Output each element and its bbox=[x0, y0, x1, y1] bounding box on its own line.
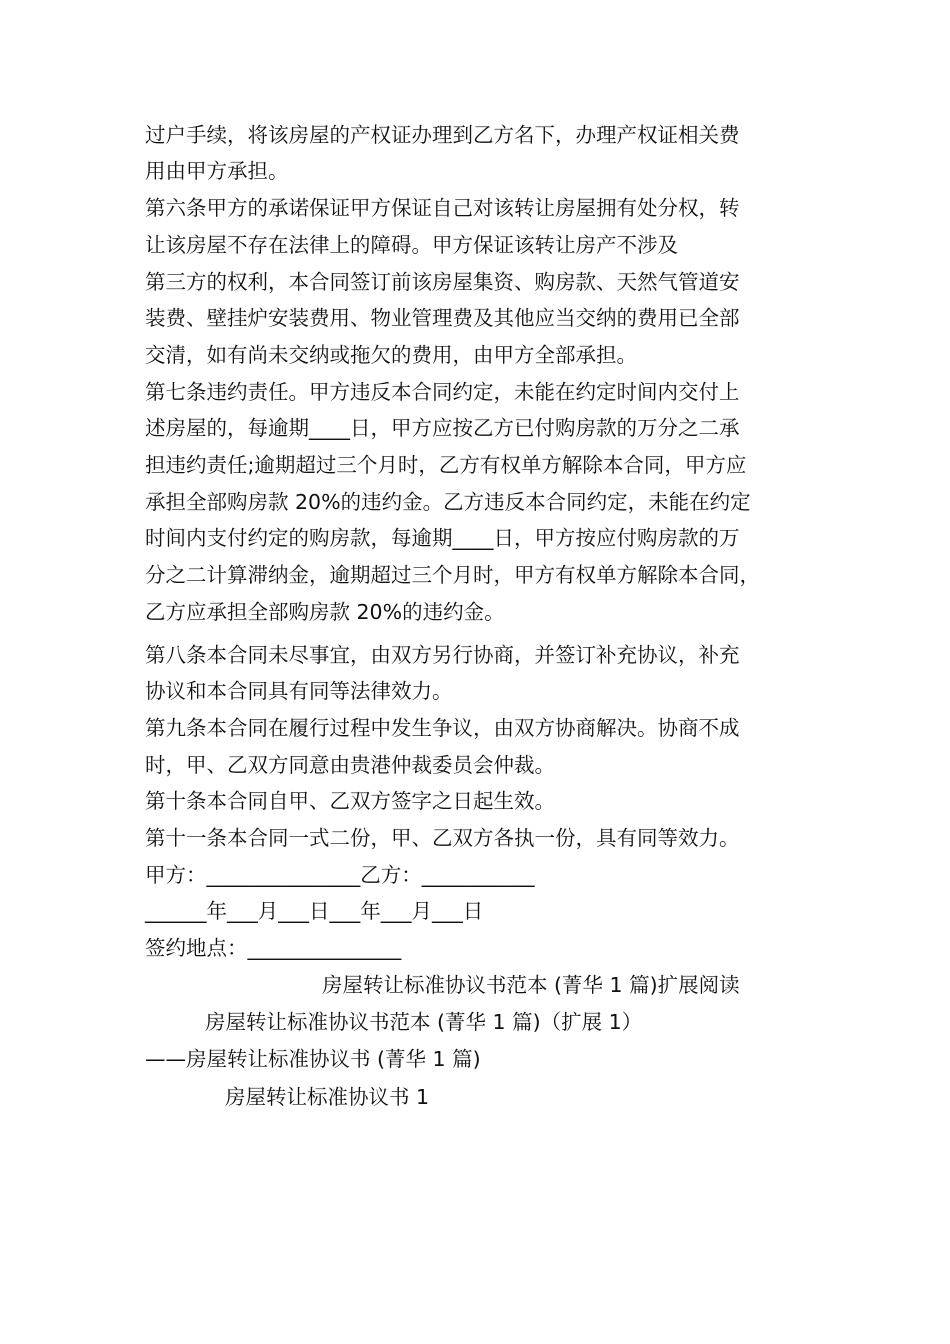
text-line: 协议和本合同具有同等法律效力。 bbox=[145, 679, 453, 703]
text-line: 交清，如有尚未交纳或拖欠的费用，由甲方全部承担。 bbox=[145, 343, 637, 367]
text-line: 承担全部购房款 20%的违约金。乙方违反本合同约定，未能在约定 bbox=[145, 490, 751, 514]
text-line: 时间内支付约定的购房款，每逾期____日，甲方按应付购房款的万 bbox=[145, 526, 740, 550]
text-line: 第八条本合同未尽事宜，由双方另行协商，并签订补充协议，补充 bbox=[145, 643, 740, 667]
signing-place-line: 签约地点：_______________ bbox=[145, 936, 402, 960]
text-line: 乙方应承担全部购房款 20%的违约金。 bbox=[145, 600, 505, 624]
text-line: 第七条违约责任。甲方违反本合同约定，未能在约定时间内交付上 bbox=[145, 380, 740, 404]
text-line: 第三方的权利，本合同签订前该房屋集资、购房款、天然气管道安 bbox=[145, 270, 740, 294]
text-line: 时，甲、乙双方同意由贵港仲裁委员会仲裁。 bbox=[145, 753, 555, 777]
text-line: 第六条甲方的承诺保证甲方保证自己对该转让房屋拥有处分权，转 bbox=[145, 196, 740, 220]
date-line: ______年___月___日___年___月___日 bbox=[145, 899, 484, 923]
text-line: 第十一条本合同一式二份，甲、乙双方各执一份，具有同等效力。 bbox=[145, 826, 740, 850]
text-line: 装费、壁挂炉安装费用、物业管理费及其他应当交纳的费用已全部 bbox=[145, 306, 740, 330]
extended-reading-title: 房屋转让标准协议书范本 (菁华 1 篇)扩展阅读 bbox=[322, 973, 740, 997]
text-line: 述房屋的，每逾期____日，甲方应按乙方已付购房款的万分之二承 bbox=[145, 416, 740, 440]
extended-reading-heading: 房屋转让标准协议书 1 bbox=[225, 1085, 430, 1109]
text-line: 分之二计算滞纳金，逾期超过三个月时，甲方有权单方解除本合同， bbox=[145, 563, 760, 587]
text-line: 让该房屋不存在法律上的障碍。甲方保证该转让房产不涉及 bbox=[145, 233, 678, 257]
text-line: 用由甲方承担。 bbox=[145, 159, 289, 183]
text-line: 第十条本合同自甲、乙双方签字之日起生效。 bbox=[145, 789, 555, 813]
text-line: 过户手续，将该房屋的产权证办理到乙方名下，办理产权证相关费 bbox=[145, 123, 740, 147]
text-line: 担违约责任;逾期超过三个月时，乙方有权单方解除本合同，甲方应 bbox=[145, 453, 747, 477]
extended-reading-dash-line: ——房屋转让标准协议书 (菁华 1 篇) bbox=[145, 1047, 481, 1071]
extended-reading-subtitle: 房屋转让标准协议书范本 (菁华 1 篇)（扩展 1） bbox=[205, 1010, 643, 1034]
text-line: 第九条本合同在履行过程中发生争议，由双方协商解决。协商不成 bbox=[145, 716, 740, 740]
signature-line: 甲方：_______________乙方：___________ bbox=[145, 863, 535, 887]
